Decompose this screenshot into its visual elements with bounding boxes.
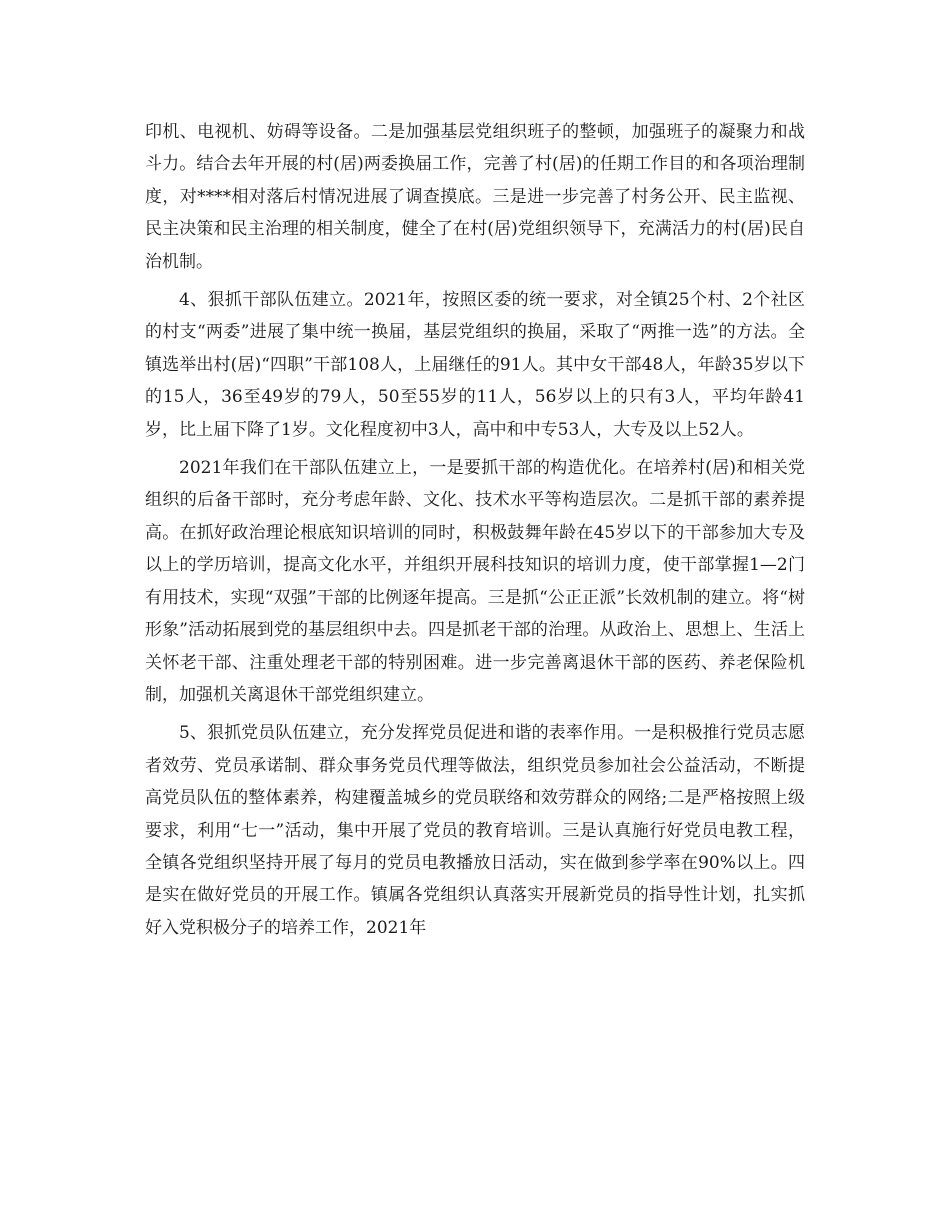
- paragraph-party-members: 5、狠抓党员队伍建立，充分发挥党员促进和谐的表率作用。一是积极推行党员志愿者效劳、党员承诺制、群众事务党员代理等做法，组织党员参加社会公益活动，不断提高党员队伍的整体素养，构建覆盖城乡的党员联络和效劳群众的网络;二是严格按照上级要求，利用“七一”活动，集中开展了党员的教育培训。三是认真施行好党员电教工程，全镇各党组织坚持开展了每月的党员电教播放日活动，实在做到参学率在90%以上。四是实在做好党员的开展工作。镇属各党组织认真落实开展新党员的指导性计划，扎实抓好入党积极分子的培养工作，2021年: [145, 723, 805, 938]
- paragraph-continuation: 印机、电视机、妨碍等设备。二是加强基层党组织班子的整顿，加强班子的凝聚力和战斗力。结合去年开展的村(居)两委换届工作，完善了村(居)的任期工作目的和各项治理制度，对****相对落后村情况进展了调查摸底。三是进一步完善了村务公开、民主监视、民主决策和民主治理的相关制度，健全了在村(居)党组织领导下，充满活力的村(居)民自治机制。: [145, 122, 805, 272]
- paragraph-cadre-measures: 2021年我们在干部队伍建立上，一是要抓干部的构造优化。在培养村(居)和相关党组织的后备干部时，充分考虑年龄、文化、技术水平等构造层次。二是抓干部的素养提高。在抓好政治理论根底知识培训的同时，积极鼓舞年龄在45岁以下的干部参加大专及以上的学历培训，提高文化水平，并组织开展科技知识的培训力度，使干部掌握1—2门有用技术，实现“双强”干部的比例逐年提高。三是抓“公正正派”长效机制的建立。将“树形象”活动拓展到党的基层组织中去。四是抓老干部的治理。从政治上、思想上、生活上关怀老干部、注重处理老干部的特别困难。进一步完善离退休干部的医药、养老保险机制，加强机关离退休干部党组织建立。: [145, 458, 805, 705]
- document-body: [145, 116, 805, 950]
- paragraph-cadre-team: 4、狠抓干部队伍建立。2021年，按照区委的统一要求，对全镇25个村、2个社区的村支“两委”进展了集中统一换届，基层党组织的换届，采取了“两推一选”的方法。全镇选举出村(居)“四职”干部108人，上届继任的91人。其中女干部48人，年龄35岁以下的15人，36至49岁的79人，50至55岁的11人，56岁以上的只有3人，平均年龄41岁，比上届下降了1岁。文化程度初中3人，高中和中专53人，大专及以上52人。: [145, 290, 805, 440]
